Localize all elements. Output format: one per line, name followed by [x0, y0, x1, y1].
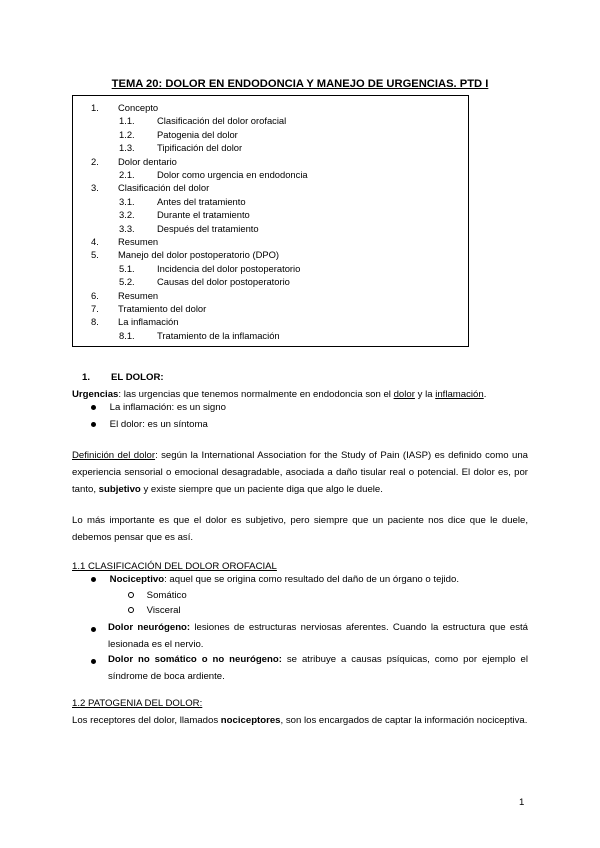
toc-item-number: 8.	[91, 316, 99, 328]
toc-item-number: 1.	[91, 102, 99, 113]
toc-item-number: 5.	[91, 249, 99, 261]
subjetivo-term: subjetivo	[98, 484, 141, 495]
page-title: TEMA 20: DOLOR EN ENDODONCIA Y MANEJO DE URGENCIAS. PTD I	[111, 78, 489, 90]
section-number: 1.	[82, 372, 91, 383]
table-of-contents	[72, 95, 469, 347]
patogenia-text: Los receptores del dolor, llamados	[72, 715, 221, 726]
bullet-icon	[91, 659, 96, 664]
sub-list-item	[128, 590, 187, 601]
toc-item-label: Concepto	[118, 102, 159, 113]
bullet-icon-wrap	[91, 624, 96, 635]
urgencias-text-3: .	[483, 389, 487, 400]
definicion-text: : según la International Association for the Study of Pain (IASP) es definido como una experiencia sensorial o emocional desagradable, asociada a daño tisular real o potencial. El dolor es, por tanto,	[72, 450, 528, 495]
toc-item-label: Patogenia del dolor	[157, 128, 238, 140]
toc-item-label: Causas del dolor postoperatorio	[157, 276, 290, 288]
list-item-neurogeno	[108, 619, 528, 653]
toc-item-label: Resumen	[118, 289, 159, 301]
list-item-nociceptivo	[91, 574, 459, 585]
toc-item-number: 1.3.	[119, 142, 135, 154]
toc-item-label: Antes del tratamiento	[157, 195, 246, 207]
bullet-icon	[91, 577, 96, 582]
toc-item-label: La inflamación	[118, 316, 179, 328]
section-title: EL DOLOR:	[111, 372, 164, 383]
definicion-label: Definición del dolor	[72, 450, 156, 461]
toc-item-number: 2.1.	[119, 169, 135, 180]
nosomatico-label: Dolor no somático o no neurógeno:	[108, 654, 282, 665]
list-item-text: El dolor: es un síntoma	[109, 419, 208, 430]
toc-item-number: 3.2.	[119, 209, 135, 221]
nosomatico-text: se atribuye a causas psíquicas, como por ejemplo el síndrome de boca ardiente.	[108, 654, 528, 682]
toc-item-label: Después del tratamiento	[157, 222, 259, 234]
list-item	[91, 419, 208, 430]
toc-item-label: Tipificación del dolor	[157, 142, 243, 154]
urgencias-paragraph	[72, 386, 528, 403]
toc-item-number: 5.1.	[119, 262, 135, 274]
inflamacion-term: inflamación	[435, 389, 484, 400]
toc-item-label: Tratamiento del dolor	[118, 303, 207, 314]
urgencias-label: Urgencias	[72, 389, 119, 400]
patogenia-heading: 1.2 PATOGENIA DEL DOLOR:	[72, 698, 203, 709]
sub-list-item	[128, 605, 181, 616]
toc-item-number: 7.	[91, 303, 99, 314]
patogenia-paragraph	[72, 712, 528, 729]
circle-bullet-icon	[128, 592, 134, 598]
bullet-icon	[91, 422, 96, 427]
bullet-icon-wrap	[91, 656, 96, 667]
circle-bullet-icon	[128, 607, 134, 613]
list-item-text: La inflamación: es un signo	[109, 402, 226, 413]
definicion-text-2: y existe siempre que un paciente diga que algo le duele.	[140, 484, 383, 495]
patogenia-text-2: , son los encargados de captar la información nociceptiva.	[280, 715, 528, 726]
toc-item-label: Dolor como urgencia en endodoncia	[157, 169, 308, 180]
toc-item-label: Clasificación del dolor orofacial	[157, 115, 287, 127]
definicion-paragraph	[72, 447, 528, 498]
toc-item-number: 1.2.	[119, 128, 135, 140]
toc-item-label: Incidencia del dolor postoperatorio	[157, 262, 301, 274]
toc-item-number: 8.1.	[119, 329, 135, 341]
nociceptivo-label: Nociceptivo	[109, 574, 165, 585]
bullet-icon	[91, 627, 96, 632]
toc-item-label: Manejo del dolor postoperatorio (DPO)	[118, 249, 280, 261]
toc-item-number: 3.1.	[119, 195, 135, 207]
toc-item-number: 1.1.	[119, 115, 135, 127]
list-item	[91, 402, 226, 413]
neurogeno-label: Dolor neurógeno:	[108, 622, 191, 633]
urgencias-text: : las urgencias que tenemos normalmente en endodoncia son el	[118, 389, 394, 400]
sub-list-item-text: Somático	[146, 590, 187, 601]
sub-list-item-text: Visceral	[146, 605, 181, 616]
toc-item-number: 6.	[91, 289, 99, 301]
nociceptores-term: nociceptores	[220, 715, 281, 726]
toc-item-number: 3.3.	[119, 222, 135, 234]
toc-item-label: Durante el tratamiento	[157, 209, 250, 221]
nociceptivo-text: : aquel que se origina como resultado del daño de un órgano o tejido.	[164, 574, 460, 585]
toc-item-number: 5.2.	[119, 276, 135, 288]
toc-item-label: Dolor dentario	[118, 155, 177, 167]
toc-item-number: 3.	[91, 182, 99, 194]
page-number: 1	[519, 797, 525, 808]
toc-item-label: Clasificación del dolor	[118, 182, 210, 194]
bullet-icon	[91, 405, 96, 410]
urgencias-text-2: y la	[414, 389, 436, 400]
importante-paragraph: Lo más importante es que el dolor es subjetivo, pero siempre que un paciente nos dice que le duele, debemos pensar que es así.	[72, 515, 528, 543]
toc-item-number: 2.	[91, 155, 99, 167]
toc-item-label: Tratamiento de la inflamación	[157, 329, 280, 341]
clasificacion-heading: 1.1 CLASIFICACIÓN DEL DOLOR OROFACIAL	[72, 561, 277, 572]
neurogeno-text: lesiones de estructuras nerviosas aferentes. Cuando la estructura que está lesionada es el nervio.	[108, 622, 528, 650]
toc-item-number: 4.	[91, 236, 99, 247]
dolor-term: dolor	[393, 389, 415, 400]
toc-item-label: Resumen	[118, 236, 159, 247]
list-item-no-somatico	[108, 651, 528, 685]
